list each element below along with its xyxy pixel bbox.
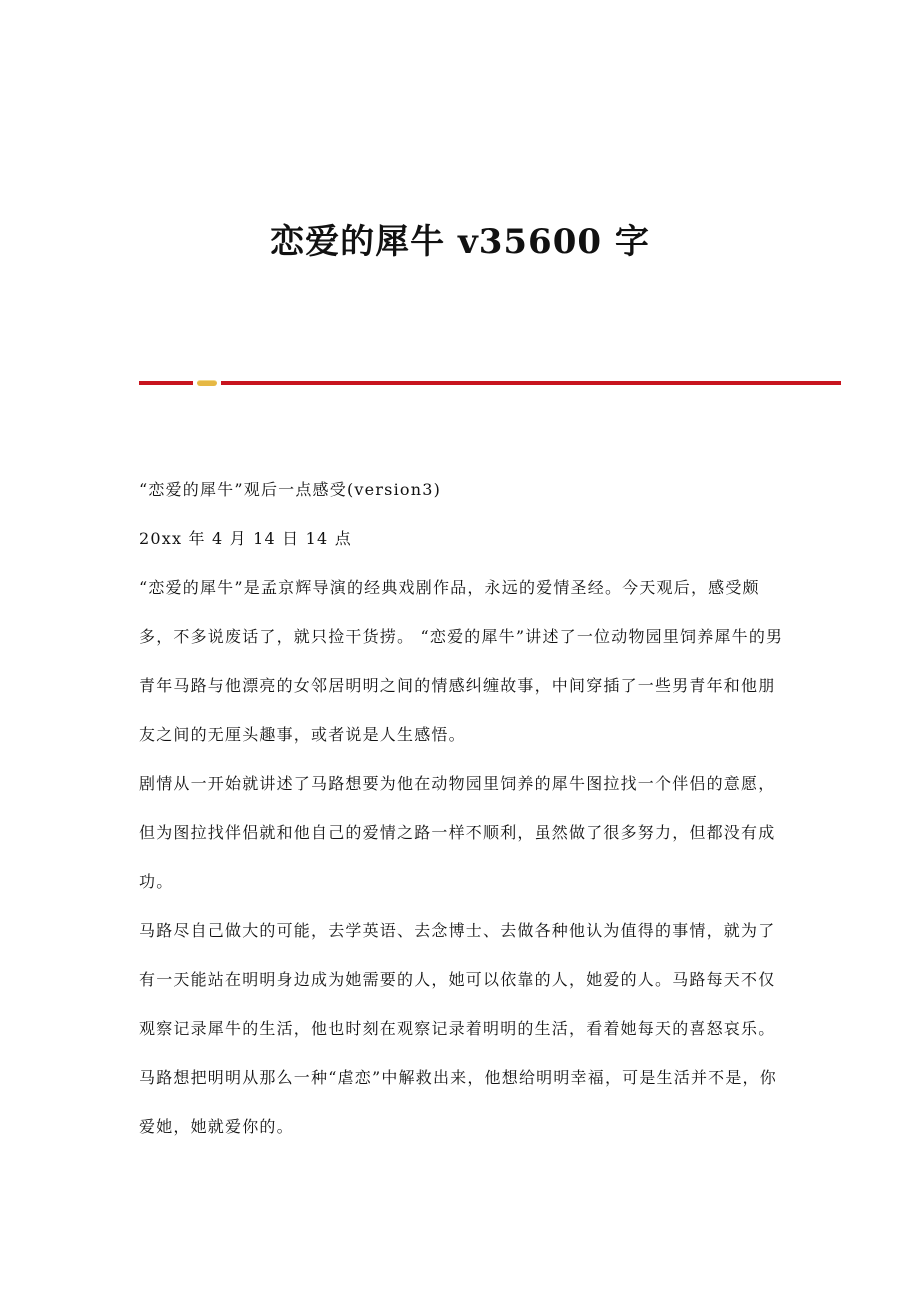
divider-bar-right <box>221 381 841 385</box>
paragraph-3: 马路尽自己做大的可能，去学英语、去念博士、去做各种他认为值得的事情，就为了有一天能站在明明身边成为她需要的人，她可以依靠的人，她爱的人。马路每天不仅观察记录犀牛的生活，他也时刻在观察记录着明明的生活，看着她每天的喜怒哀乐。马路想把明明从那么一种“虐恋”中解救出来，他想给明明幸福，可是生活并不是，你爱她，她就爱你的。 <box>139 921 777 1136</box>
divider-ornament-icon <box>197 380 217 386</box>
paragraph-2: 剧情从一开始就讲述了马路想要为他在动物园里饲养的犀牛图拉找一个伴侣的意愿，但为图拉找伴侣就和他自己的爱情之路一样不顺利，虽然做了很多努力，但都没有成功。 <box>139 774 776 891</box>
document-heading: “恋爱的犀牛”观后一点感受(version3) <box>139 480 442 499</box>
document-body <box>139 465 789 1151</box>
title-divider <box>139 380 841 386</box>
divider-bar-left <box>139 381 193 385</box>
document-date: 20xx 年 4 月 14 日 14 点 <box>139 529 352 548</box>
page-title: 恋爱的犀牛 v35600 字 <box>270 222 650 262</box>
paragraph-1: “恋爱的犀牛”是孟京辉导演的经典戏剧作品，永远的爱情圣经。今天观后，感受颇多，不多说废话了，就只捡干货捞。 “恋爱的犀牛”讲述了一位动物园里饲养犀牛的男青年马路与他漂亮的女邻居明明之间的情感纠缠故事，中间穿插了一些男青年和他朋友之间的无厘头趣事，或者说是人生感悟。 <box>139 578 784 744</box>
